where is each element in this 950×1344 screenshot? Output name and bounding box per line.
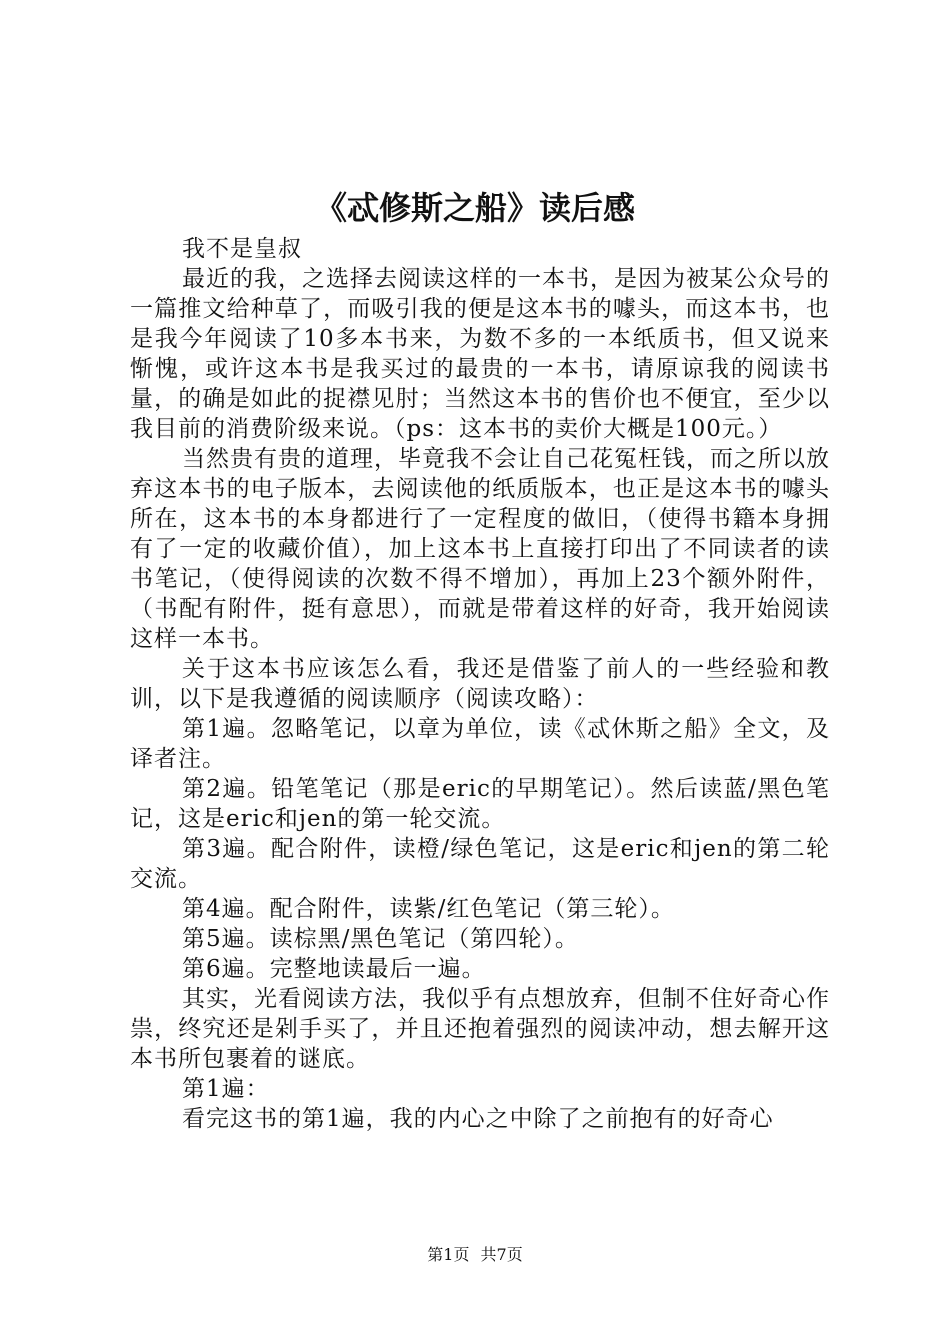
document-body [130,234,830,1134]
reading-step: 第4遍。配合附件，读紫/红色笔记（第三轮）。 [182,896,675,922]
paragraph: 当然贵有贵的道理，毕竟我不会让自己花冤枉钱，而之所以放弃这本书的电子版本，去阅读他的纸质版本，也正是这本书的噱头所在，这本书的本身都进行了一定程度的做旧，（使得书籍本身拥有了一定的收藏价值），加上这本书上直接打印出了不同读者的读书笔记，（使得阅读的次数不得不增加），再加上23个额外附件，（书配有附件，挺有意思），而就是带着这样的好奇，我开始阅读这样一本书。 [130,446,830,652]
paragraph: 最近的我，之选择去阅读这样的一本书，是因为被某公众号的一篇推文给种草了，而吸引我的便是这本书的噱头，而这本书，也是我今年阅读了10多本书来，为数不多的一本纸质书，但又说来惭愧，或许这本书是我买过的最贵的一本书，请原谅我的阅读书量，的确是如此的捉襟见肘；当然这本书的售价也不便宜，至少以我目前的消费阶级来说。（ps：这本书的卖价大概是100元。） [130,266,830,442]
page-footer [0,1244,950,1266]
paragraph: 其实，光看阅读方法，我似乎有点想放弃，但制不住好奇心作祟，终究还是剁手买了，并且还抱着强烈的阅读冲动，想去解开这本书所包裹着的谜底。 [130,986,830,1072]
author-line: 我不是皇叔 [182,236,302,262]
section-heading: 第1遍： [182,1076,270,1102]
reading-step: 第6遍。完整地读最后一遍。 [182,956,486,982]
page-title: 《忒修斯之船》读后感 [314,189,635,227]
reading-step: 第2遍。铅笔笔记（那是eric的早期笔记）。然后读蓝/黑色笔记，这是eric和jen的第一轮交流。 [130,776,830,832]
paragraph: 看完这书的第1遍，我的内心之中除了之前抱有的好奇心 [182,1106,774,1132]
page-total: 共7页 [480,1245,523,1264]
reading-step: 第3遍。配合附件，读橙/绿色笔记，这是eric和jen的第二轮交流。 [130,836,830,892]
reading-step: 第1遍。忽略笔记，以章为单位，读《忒休斯之船》全文，及译者注。 [130,716,830,772]
paragraph: 关于这本书应该怎么看，我还是借鉴了前人的一些经验和教训，以下是我遵循的阅读顺序（阅读攻略）： [130,656,830,712]
reading-step: 第5遍。读棕黑/黑色笔记（第四轮）。 [182,926,579,952]
page-number: 第1页 [427,1245,470,1264]
